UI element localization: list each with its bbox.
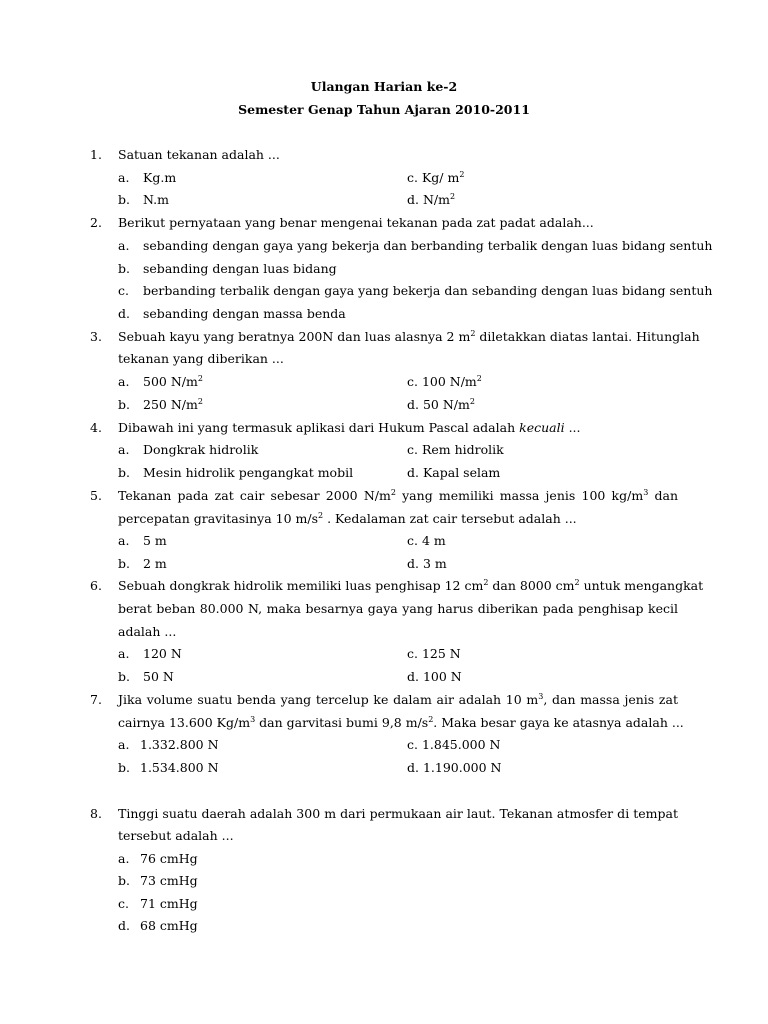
question-text: Tinggi suatu daerah adalah 300 m dari permukaan air laut. Tekanan atmosfer di tempat [118,806,678,821]
option-letter: b. [118,669,130,684]
option-letter: b. [118,465,130,480]
option-text: 50 N/m [422,397,470,412]
option-d [407,556,447,572]
text-segment: percepatan gravitasinya 10 m/s [118,511,318,526]
option-text: sebanding dengan gaya yang bekerja dan berbanding terbalik dengan luas bidang sentuh [143,238,713,253]
text-segment: Sebuah dongkrak hidrolik memiliki luas penghisap 12 cm [118,578,484,593]
option-text: Kapal selam [422,465,501,480]
option-d [407,465,500,481]
option-text: 1.332.800 N [140,737,219,752]
question-number: 7. [90,692,102,707]
option-letter: d. [407,192,423,207]
option-b [143,397,203,413]
question-number: 6. [90,578,102,593]
option-letter: b. [118,397,130,412]
text-segment: yang memiliki massa jenis 100 kg/m [395,488,644,503]
option-d [407,760,501,776]
superscript: 3 [538,692,544,701]
option-text: 71 cmHg [140,896,198,911]
text-segment: Jika volume suatu benda yang tercelup ke dalam air adalah 10 m [118,692,539,707]
superscript: 2 [574,578,580,587]
option-text: 125 N [421,646,461,661]
option-letter: a. [118,646,130,661]
option-letter: d. [407,465,423,480]
option-letter: c. [407,170,422,185]
option-text: Kg/ m [421,170,460,185]
option-letter: a. [118,238,130,253]
question-text [118,578,704,594]
option-letter: d. [118,306,130,321]
question-text: Berikut pernyataan yang benar mengenai tekanan pada zat padat adalah... [118,215,594,230]
option-letter: b. [118,556,130,571]
question-text [118,329,700,345]
option-text: 2 m [143,556,167,571]
option-letter: d. [407,760,423,775]
option-letter: b. [118,192,130,207]
superscript: 2 [318,511,324,520]
option-letter: a. [118,737,130,752]
question-number: 1. [90,147,102,162]
option-text: 250 N/m [143,397,198,412]
option-letter: a. [118,851,130,866]
option-text: 76 cmHg [140,851,198,866]
option-d [407,669,462,685]
question-number: 5. [90,488,102,503]
option-letter: d. [407,556,423,571]
text-segment: ... [564,420,581,435]
question-text [118,420,581,436]
option-c [407,170,464,186]
question-number: 2. [90,215,102,230]
option-text: 50 N [143,669,174,684]
superscript: 2 [469,397,475,406]
option-text: N.m [143,192,169,207]
text-segment: Sebuah kayu yang beratnya 200N dan luas alasnya 2 m [118,329,471,344]
option-c [407,646,461,662]
text-segment: , dan massa jenis zat [543,692,678,707]
option-text: 5 m [143,533,167,548]
option-letter: b. [118,760,130,775]
option-text: 500 N/m [143,374,198,389]
option-text: Rem hidrolik [421,442,504,457]
text-segment: dan garvitasi bumi 9,8 m/s [255,715,429,730]
option-letter: a. [118,374,130,389]
option-text: 4 m [421,533,446,548]
text-segment: diletakkan diatas lantai. Hitunglah [475,329,700,344]
exam-title: Ulangan Harian ke-2 [310,79,458,94]
text-segment: dan 8000 cm [488,578,575,593]
option-letter: b. [118,873,130,888]
option-letter: d. [407,397,423,412]
question-text [118,488,678,504]
option-d [407,192,455,208]
text-segment: . Kedalaman zat cair tersebut adalah ... [323,511,577,526]
option-text: 120 N [143,646,182,661]
option-d [407,397,475,413]
superscript: 2 [390,488,396,497]
option-text: 1.534.800 N [140,760,219,775]
superscript: 2 [197,397,203,406]
exam-subtitle: Semester Genap Tahun Ajaran 2010-2011 [238,102,530,117]
option-text: 100 N/m [421,374,477,389]
option-letter: a. [118,170,130,185]
option-text: 100 N [422,669,462,684]
option-letter: c. [407,442,422,457]
superscript: 2 [449,192,456,201]
option-letter: c. [407,374,422,389]
option-text: N/m [422,192,450,207]
option-text: sebanding dengan massa benda [143,306,346,321]
superscript: 2 [428,715,434,724]
text-segment: . Maka besar gaya ke atasnya adalah ... [433,715,684,730]
option-text: Kg.m [143,170,177,185]
question-number: 4. [90,420,102,435]
text-segment: Dibawah ini yang termasuk aplikasi dari Hukum Pascal adalah [118,420,520,435]
superscript: 2 [459,170,465,179]
question-text-cont: tekanan yang diberikan ... [118,351,284,366]
option-c [407,533,446,549]
superscript: 3 [250,715,256,724]
italic-text: kecuali [519,420,565,435]
option-text: 1.190.000 N [422,760,502,775]
option-c [407,374,482,390]
question-text-cont: tersebut adalah ... [118,828,234,843]
question-text [118,692,678,708]
option-letter: d. [118,918,130,933]
question-number: 3. [90,329,102,344]
option-letter: c. [118,896,129,911]
option-c [407,442,504,458]
option-text: 1.845.000 N [421,737,501,752]
text-segment: cairnya 13.600 Kg/m [118,715,251,730]
option-text: Dongkrak hidrolik [143,442,259,457]
option-text: 68 cmHg [140,918,198,933]
text-segment: dan [648,488,679,503]
option-letter: c. [407,737,422,752]
option-letter: b. [118,261,130,276]
text-segment: Tekanan pada zat cair sebesar 2000 N/m [118,488,391,503]
option-letter: c. [407,646,422,661]
question-text-cont [118,511,577,527]
superscript: 2 [476,374,482,383]
superscript: 2 [483,578,489,587]
option-text: sebanding dengan luas bidang [143,261,337,276]
option-letter: c. [407,533,422,548]
superscript: 3 [643,488,649,497]
option-text: 3 m [422,556,447,571]
text-segment: untuk mengangkat [579,578,704,593]
option-letter: d. [407,669,423,684]
option-letter: c. [118,283,129,298]
option-a [143,374,203,390]
question-text: Satuan tekanan adalah ... [118,147,280,162]
question-text-cont [118,715,684,731]
option-text: berbanding terbalik dengan gaya yang bekerja dan sebanding dengan luas bidang sentuh [143,283,713,298]
superscript: 2 [470,329,476,338]
question-text-cont: adalah ... [118,624,177,639]
option-c [407,737,500,753]
option-letter: a. [118,533,130,548]
question-text-cont: berat beban 80.000 N, maka besarnya gaya yang harus diberikan pada penghisap kecil [118,601,678,616]
question-number: 8. [90,806,102,821]
option-text: Mesin hidrolik pengangkat mobil [143,465,354,480]
option-text: 73 cmHg [140,873,198,888]
option-letter: a. [118,442,130,457]
superscript: 2 [197,374,203,383]
